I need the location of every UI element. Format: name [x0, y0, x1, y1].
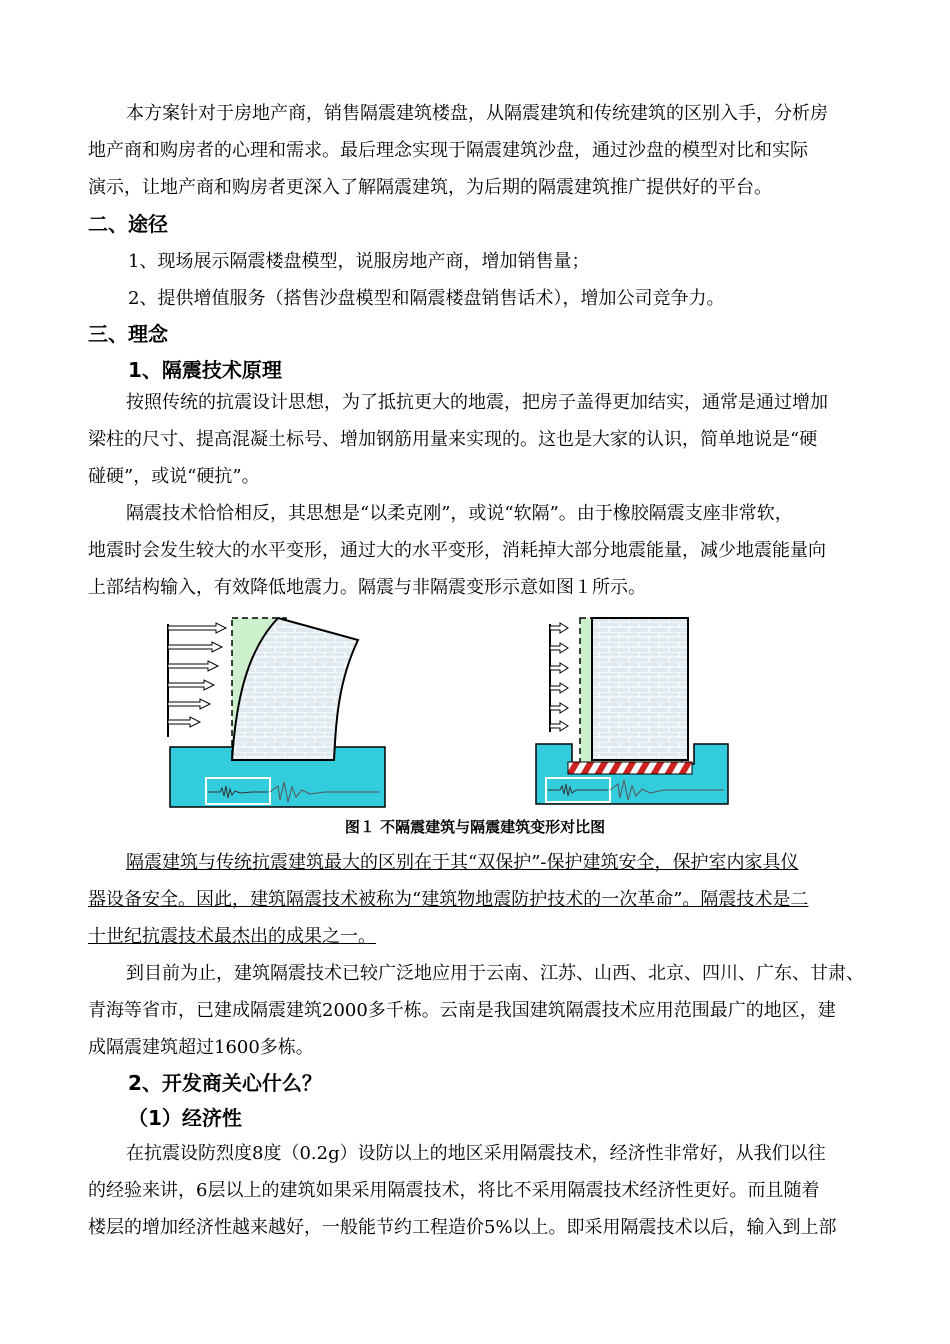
subsection-heading: （1）经济性 — [128, 1106, 242, 1130]
text-line: 器设备安全。因此，建筑隔震技术被称为“建筑物地震防护技术的一次革命”。隔震技术是二 — [88, 889, 809, 910]
text-line: 在抗震设防烈度8度（0.2g）设防以上的地区采用隔震技术，经济性非常好，从我们以往 — [126, 1143, 826, 1164]
text-line: 本方案针对于房地产商，销售隔震建筑楼盘，从隔震建筑和传统建筑的区别入手，分析房 — [126, 103, 828, 124]
text-line: 成隔震建筑超过1600多栋。 — [88, 1037, 314, 1058]
paragraph-isolation — [88, 495, 860, 606]
section-heading-approach: 二、途径 — [88, 212, 168, 236]
list-item: 1、现场展示隔震楼盘模型，说服房地产商，增加销售量； — [128, 251, 590, 272]
isolated-building — [592, 618, 688, 760]
text-line: 楼层的增加经济性越来越好，一般能节约工程造价5%以上。即采用隔震技术以后，输入到上部 — [88, 1217, 837, 1238]
text-line: 地震时会发生较大的水平变形，通过大的水平变形，消耗掉大部分地震能量，减少地震能量向 — [88, 540, 826, 561]
text-line: 的经验来讲，6层以上的建筑如果采用隔震技术，将比不采用隔震技术经济性更好。而且随着 — [88, 1180, 820, 1201]
subsection-heading: 2、开发商关心什么？ — [128, 1071, 322, 1095]
section-heading-concept: 三、理念 — [88, 322, 168, 346]
isolation-bearings — [568, 762, 692, 774]
paragraph-double-protection — [88, 844, 860, 955]
text-line: 青海等省市，已建成隔震建筑2000多千栋。云南是我国建筑隔震技术应用范围最广的地区，建 — [88, 1000, 836, 1021]
paragraph-traditional — [88, 384, 860, 495]
list-item: 2、提供增值服务（搭售沙盘模型和隔震楼盘销售话术），增加公司竞争力。 — [128, 288, 725, 309]
text-line: 梁柱的尺寸、提高混凝土标号、增加钢筋用量来实现的。这也是大家的认识，简单地说是“硬 — [88, 429, 818, 450]
text-line: 到目前为止，建筑隔震技术已较广泛地应用于云南、江苏、山西、北京、四川、广东、甘肃、 — [126, 963, 864, 984]
subsection-heading: 1、隔震技术原理 — [128, 358, 282, 382]
paragraph-economy — [88, 1135, 860, 1246]
text-line: 隔震建筑与传统抗震建筑最大的区别在于其“双保护”-保护建筑安全，保护室内家具仪 — [126, 852, 799, 873]
figure-isolated — [534, 612, 764, 812]
text-line: 演示，让地产商和购房者更深入了解隔震建筑，为后期的隔震建筑推广提供好的平台。 — [88, 177, 772, 198]
force-arrows — [550, 623, 568, 731]
intro-paragraph — [88, 95, 860, 206]
text-line: 碰硬”，或说“硬抗”。 — [88, 466, 260, 487]
force-arrows — [168, 623, 226, 727]
paragraph-adoption — [88, 955, 864, 1066]
figure-caption: 图１ 不隔震建筑与隔震建筑变形对比图 — [344, 818, 606, 836]
text-line: 上部结构输入，有效降低地震力。隔震与非隔震变形示意如图１所示。 — [88, 577, 646, 598]
figure-non-isolated — [160, 612, 390, 812]
seismogram-box — [206, 778, 270, 804]
text-line: 隔震技术恰恰相反，其思想是“以柔克刚”，或说“软隔”。由于橡胶隔震支座非常软， — [126, 503, 793, 524]
text-line: 按照传统的抗震设计思想，为了抵抗更大的地震，把房子盖得更加结实，通常是通过增加 — [126, 392, 828, 413]
text-line: 十世纪抗震技术最杰出的成果之一。 — [88, 926, 376, 947]
text-line: 地产商和购房者的心理和需求。最后理念实现于隔震建筑沙盘，通过沙盘的模型对比和实际 — [88, 140, 808, 161]
